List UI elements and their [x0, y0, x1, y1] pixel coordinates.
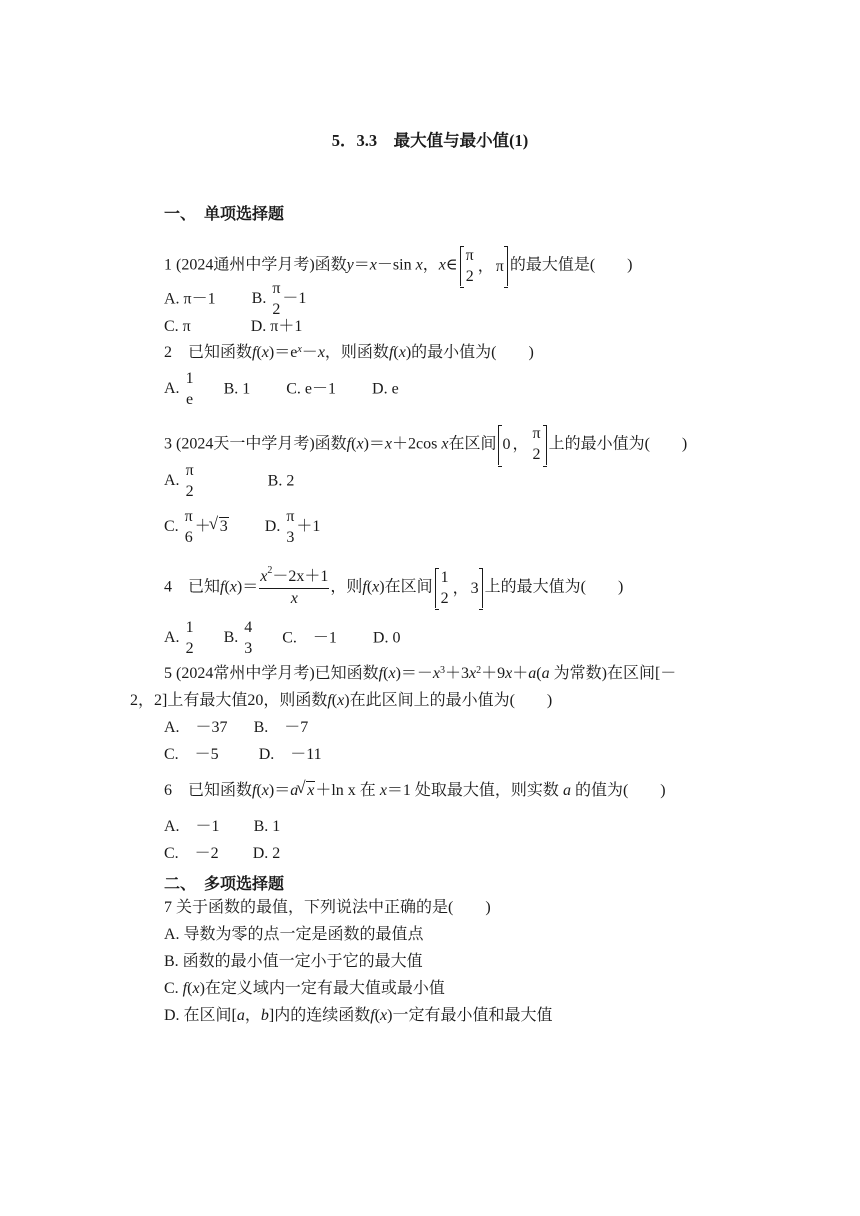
question-3-options-cd: [164, 509, 320, 547]
option-a: A. －1: [164, 818, 220, 835]
option-b: B. －7: [253, 719, 309, 736]
question-5-stem-line1: 5 (2024常州中学月考)已知函数$f(x)=-x^3+3x^2+9x+a(a$ 为常数)在区间[－: [164, 665, 677, 682]
option-a: A. －37: [164, 719, 228, 736]
option-c: C. e－1: [286, 380, 337, 398]
option-a: A. 1 e: [164, 370, 194, 408]
question-3-options-ab: [164, 463, 294, 501]
option-c: C. π 6 ＋√ 3: [164, 518, 229, 535]
question-5-options-ab: [164, 718, 308, 738]
question-1-options-cd: [164, 317, 302, 337]
section-heading-single-choice: 一、 单项选择题: [164, 206, 285, 223]
question-5-stem-line2: 2，2]上有最大值20，则函数f(x)在此区间上的最小值为( ): [130, 692, 553, 709]
question-4-stem: 4 已知f(x)＝ $\frac{x^2-2x+1}{x}$ ，则f(x)在区间 1 2 ， 3 上的最大值为( ): [164, 564, 624, 607]
option-b: B. 4 3: [223, 619, 253, 657]
option-d: D. －11: [258, 746, 322, 763]
option-b: B. 函数的最小值一定小于它的最大值: [164, 953, 423, 970]
option-b: B. 1: [223, 380, 251, 398]
question-7-stem: 7 关于函数的最值，下列说法中正确的是( ): [164, 899, 491, 916]
question-1-options-ab: [164, 281, 306, 319]
option-c: C. －5: [164, 746, 219, 763]
option-d: D. 2: [252, 845, 281, 862]
option-c: C. f(x)在定义域内一定有最大值或最小值: [164, 980, 445, 997]
question-6-options-ab: [164, 817, 280, 837]
question-2-stem: 2 已知函数$f(x)=e^x-x$，则函数f(x)的最小值为( ): [164, 344, 534, 361]
option-a: A. 导数为零的点一定是函数的最值点: [164, 926, 424, 943]
option-c: C. π: [164, 318, 191, 335]
interval-bracket: 1 2 ， 3: [435, 568, 483, 608]
option-d: D. 0: [372, 629, 401, 647]
option-d: D. 在区间[a，b]内的连续函数f(x)一定有最小值和最大值: [164, 1007, 553, 1024]
page-title: 5．3.3 最大值与最小值(1): [331, 131, 529, 150]
fraction: $\frac{x^2-2x+1}{x}$: [260, 564, 329, 607]
option-b: B. 2: [267, 472, 295, 490]
option-a: A. 1 2: [164, 619, 194, 657]
option-a: A. π－1: [164, 290, 216, 308]
question-4-options: [164, 620, 400, 658]
question-6-stem: 6 已知函数f(x)＝a√ x＋ln x 在 x＝1 处取最大值，则实数 a 的值为( ): [164, 781, 666, 801]
section-heading-multiple-choice: 二、 多项选择题: [164, 876, 285, 893]
question-6-options-cd: [164, 844, 280, 864]
question-5-options-cd: [164, 745, 322, 765]
question-3-stem: 3 (2024天一中学月考)函数f(x)＝x＋2cos x在区间 0 ， π 2 上的最小值为( ): [164, 425, 688, 463]
option-d: D. π＋1: [250, 318, 303, 335]
option-a: A. π 2: [164, 462, 194, 500]
option-c: C. －2: [164, 845, 219, 862]
option-d: D. π 3 ＋1: [264, 508, 321, 546]
question-1-stem: 1 (2024通州中学月考)函数y＝x－sin x，x∈ π 2 ， π 的最大值是( ): [164, 247, 633, 285]
option-b: B. 1: [253, 818, 281, 835]
interval-bracket: 0 ， π 2: [498, 425, 546, 465]
option-d: D. e: [372, 380, 399, 398]
option-c: C. －1: [282, 629, 337, 647]
interval-bracket: π 2 ， π: [460, 246, 508, 286]
question-2-options: [164, 371, 399, 409]
option-b: B. π 2 －1: [251, 280, 307, 318]
